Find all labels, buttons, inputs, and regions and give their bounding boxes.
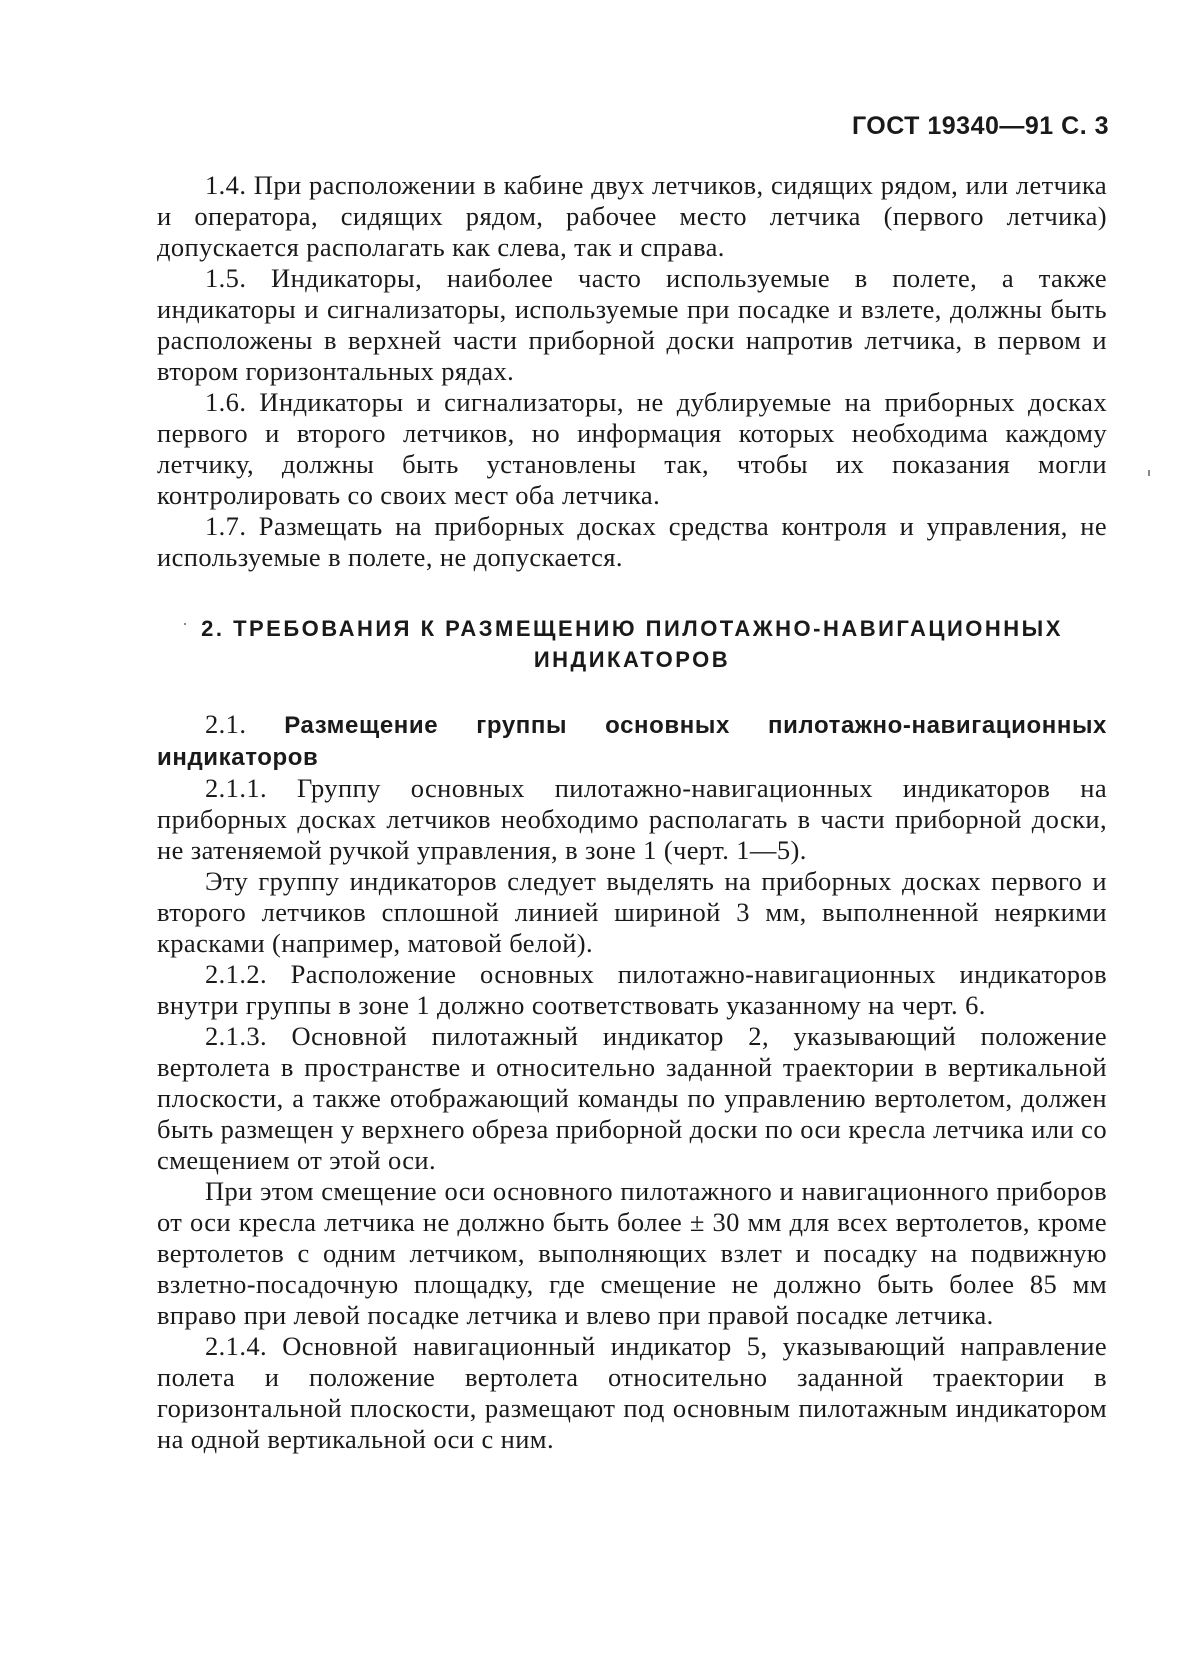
paragraph-1-4: 1.4. При расположении в кабине двух летчиков, сидящих рядом, или летчика и оператора, сидящих рядом, рабочее место летчика (первого летчика) допускается располагать как слева, так и справа. — [157, 170, 1107, 262]
paragraph-2-1-1: 2.1.1. Группу основных пилотажно-навигационных индикаторов на приборных досках летчиков необходимо располагать в части приборной доски, не затеняемой ручкой управления, в зоне 1 (черт. 1—5). — [157, 773, 1107, 865]
section-2-heading-line1: 2. ТРЕБОВАНИЯ К РАЗМЕЩЕНИЮ ПИЛОТАЖНО-НАВИГАЦИОННЫХ — [201, 616, 1063, 641]
subsection-2-1-heading — [157, 709, 1107, 773]
section-2-heading-line2: ИНДИКАТОРОВ — [533, 647, 731, 672]
paragraph-2-1-3-cont: При этом смещение оси основного пилотажного и навигационного приборов от оси кресла летчика не должно быть более ± 30 мм для всех вертолетов, кроме вертолетов с одним летчиком, выполняющих взлет и посадку на подвижную взлетно-посадочную площадку, где смещение не должно быть более 85 мм вправо при левой посадке летчика и влево при правой посадке летчика. — [157, 1176, 1107, 1330]
body-text — [157, 170, 1107, 1455]
subsection-2-1-title: Размещение группы основных пилотажно-навигационных индикаторов — [157, 712, 1107, 771]
scan-speck-2 — [184, 623, 186, 625]
paragraph-2-1-3: 2.1.3. Основной пилотажный индикатор 2, указывающий положение вертолета в пространстве и относительно заданной траектории в вертикальной плоскости, а также отображающий команды по управлению вертолетом, должен быть размещен у верхнего обреза приборной доски по оси кресла летчика или со смещением от этой оси. — [157, 1021, 1107, 1175]
paragraph-2-1-4: 2.1.4. Основной навигационный индикатор 5, указывающий направление полета и положение вертолета относительно заданной траектории в горизонтальной плоскости, размещают под основным пилотажным индикатором на одной вертикальной оси с ним. — [157, 1331, 1107, 1454]
scan-speck-1 — [1148, 470, 1150, 476]
paragraph-2-1-1-cont: Эту группу индикаторов следует выделять на приборных досках первого и второго летчиков сплошной линией шириной 3 мм, выполненной неяркими красками (например, матовой белой). — [157, 866, 1107, 958]
running-head: ГОСТ 19340—91 С. 3 — [851, 112, 1109, 140]
paragraph-1-7: 1.7. Размещать на приборных досках средства контроля и управления, не используемые в полете, не допускается. — [157, 511, 1107, 572]
section-2-heading — [157, 613, 1107, 675]
paragraph-2-1-2: 2.1.2. Расположение основных пилотажно-навигационных индикаторов внутри группы в зоне 1 должно соответствовать указанному на черт. 6. — [157, 959, 1107, 1020]
paragraph-1-6: 1.6. Индикаторы и сигнализаторы, не дублируемые на приборных досках первого и второго летчиков, но информация которых необходима каждому летчику, должны быть установлены так, чтобы их показания могли контролировать со своих мест оба летчика. — [157, 387, 1107, 510]
subsection-2-1-number: 2.1. — [205, 709, 247, 739]
paragraph-1-5: 1.5. Индикаторы, наиболее часто используемые в полете, а также индикаторы и сигнализаторы, используемые при посадке и взлете, должны быть расположены в верхней части приборной доски напротив летчика, в первом и втором горизонтальных рядах. — [157, 263, 1107, 386]
